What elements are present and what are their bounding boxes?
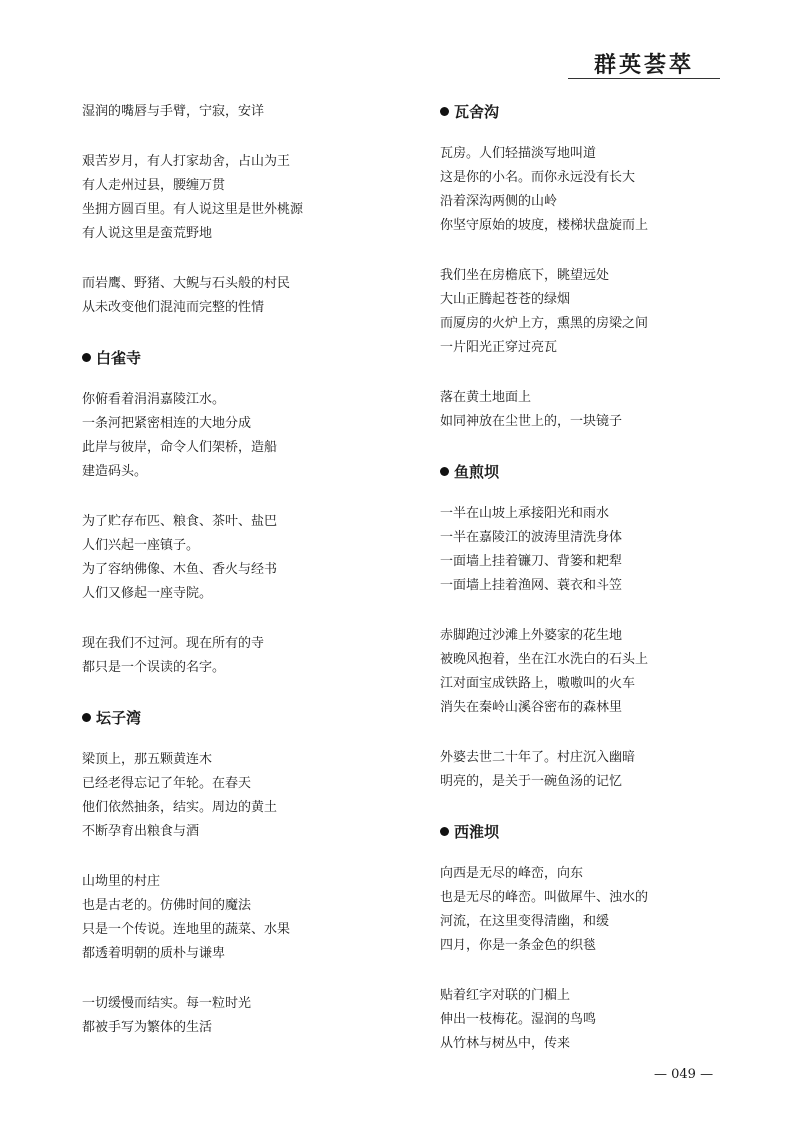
poem-line: 此岸与彼岸，命令人们架桥，造船 (82, 440, 278, 455)
poem-line: 从竹林与树丛中，传来 (440, 1036, 571, 1051)
poem-stanza (440, 984, 760, 1056)
section-heading (440, 460, 760, 484)
poem-line: 一切缓慢而结实。每一粒时光 (82, 996, 252, 1011)
poem-line: 也是古老的。仿佛时间的魔法 (82, 898, 252, 913)
poem-line: 落在黄土地面上 (440, 390, 532, 405)
bullet-icon (82, 353, 91, 362)
right-column (440, 100, 760, 1082)
poem-line: 艰苦岁月，有人打家劫舍，占山为王 (82, 154, 291, 169)
poem-line: 这是你的小名。而你永远没有长大 (440, 170, 636, 185)
poem-line: 湿润的嘴唇与手臂，宁寂，安详 (82, 104, 265, 119)
poem-line: 一条河把紧密相连的大地分成 (82, 416, 252, 431)
section-title: 坛子湾 (96, 709, 142, 727)
poem-line: 一片阳光正穿过亮瓦 (440, 340, 558, 355)
poem-line: 瓦房。人们轻描淡写地叫道 (440, 146, 597, 161)
poem-stanza (82, 272, 402, 320)
poem-line: 伸出一枝梅花。湿润的鸟鸣 (440, 1012, 597, 1027)
poem-line: 从未改变他们混沌而完整的性情 (82, 300, 265, 315)
section-heading (82, 706, 402, 730)
poem-line: 向西是无尽的峰峦，向东 (440, 866, 584, 881)
poem-line: 而岩鹰、野猪、大鲵与石头般的村民 (82, 276, 291, 291)
poem-line: 梁顶上，那五颗黄连木 (82, 752, 213, 767)
poem-line: 你俯看着涓涓嘉陵江水。 (82, 392, 226, 407)
poem-line: 一半在山坡上承接阳光和雨水 (440, 506, 610, 521)
poem-line: 赤脚跑过沙滩上外婆家的花生地 (440, 628, 623, 643)
poem-line: 沿着深沟两侧的山岭 (440, 194, 558, 209)
bullet-icon (440, 467, 449, 476)
page-header-title: 群英荟萃 (594, 52, 695, 78)
poem-stanza (440, 264, 760, 360)
poem-line: 为了容纳佛像、木鱼、香火与经书 (82, 562, 278, 577)
poem-line: 我们坐在房檐底下，眺望远处 (440, 268, 610, 283)
section-heading (440, 820, 760, 844)
poem-line: 四月，你是一条金色的织毯 (440, 938, 597, 953)
poem-line: 被晚风抱着，坐在江水洗白的石头上 (440, 652, 649, 667)
poem-line: 而厦房的火炉上方，熏黑的房梁之间 (440, 316, 649, 331)
poem-stanza (82, 632, 402, 680)
poem-stanza (440, 624, 760, 720)
poem-line: 一半在嘉陵江的波涛里清洗身体 (440, 530, 623, 545)
poem-line: 河流，在这里变得清幽，和缓 (440, 914, 610, 929)
poem-line: 建造码头。 (82, 464, 148, 479)
poem-line: 消失在秦岭山溪谷密布的森林里 (440, 700, 623, 715)
poem-stanza (82, 870, 402, 966)
poem-line: 你坚守原始的坡度，楼梯状盘旋而上 (440, 218, 649, 233)
poem-line: 江对面宝成铁路上，嗷嗷叫的火车 (440, 676, 636, 691)
poem-line: 为了贮存布匹、粮食、茶叶、盐巴 (82, 514, 278, 529)
poem-line: 有人说这里是蛮荒野地 (82, 226, 213, 241)
poem-line: 只是一个传说。连地里的蔬菜、水果 (82, 922, 291, 937)
poem-stanza (82, 150, 402, 246)
poem-line: 坐拥方圆百里。有人说这里是世外桃源 (82, 202, 304, 217)
section-title: 白雀寺 (96, 349, 142, 367)
poem-line: 一面墙上挂着渔网、蓑衣和斗笠 (440, 578, 623, 593)
poem-line: 外婆去世二十年了。村庄沉入幽暗 (440, 750, 636, 765)
poem-stanza (440, 502, 760, 598)
section-heading (440, 100, 760, 124)
poem-line: 都透着明朝的质朴与谦卑 (82, 946, 226, 961)
poem-line: 人们又修起一座寺院。 (82, 586, 213, 601)
bullet-icon (440, 107, 449, 116)
poem-line: 不断孕育出粮食与酒 (82, 824, 200, 839)
poem-line: 一面墙上挂着镰刀、背篓和耙犁 (440, 554, 623, 569)
section-heading (82, 346, 402, 370)
section-title: 西淮坝 (454, 823, 500, 841)
header-divider (568, 78, 720, 79)
poem-line: 都只是一个误读的名字。 (82, 660, 226, 675)
left-column (82, 100, 402, 1066)
poem-stanza (82, 100, 402, 124)
bullet-icon (82, 713, 91, 722)
poem-stanza (82, 388, 402, 484)
poem-line: 人们兴起一座镇子。 (82, 538, 200, 553)
section-title: 瓦舍沟 (454, 103, 500, 121)
poem-line: 有人走州过县，腰缠万贯 (82, 178, 226, 193)
poem-line: 贴着红字对联的门楣上 (440, 988, 571, 1003)
section-title: 鱼煎坝 (454, 463, 500, 481)
poem-stanza (82, 992, 402, 1040)
poem-line: 大山正腾起苍苍的绿烟 (440, 292, 571, 307)
poem-line: 如同神放在尘世上的，一块镜子 (440, 414, 623, 429)
poem-stanza (82, 510, 402, 606)
poem-line: 也是无尽的峰峦。叫做犀牛、浊水的 (440, 890, 649, 905)
poem-stanza (82, 748, 402, 844)
poem-line: 现在我们不过河。现在所有的寺 (82, 636, 265, 651)
page-number: — 049 — (654, 1067, 714, 1082)
poem-line: 明亮的，是关于一碗鱼汤的记忆 (440, 774, 623, 789)
poem-line: 他们依然抽条，结实。周边的黄土 (82, 800, 278, 815)
poem-line: 山坳里的村庄 (82, 874, 161, 889)
poem-stanza (440, 862, 760, 958)
poem-stanza (440, 746, 760, 794)
bullet-icon (440, 827, 449, 836)
poem-line: 都被手写为繁体的生活 (82, 1020, 213, 1035)
poem-stanza (440, 142, 760, 238)
poem-line: 已经老得忘记了年轮。在春天 (82, 776, 252, 791)
poem-stanza (440, 386, 760, 434)
